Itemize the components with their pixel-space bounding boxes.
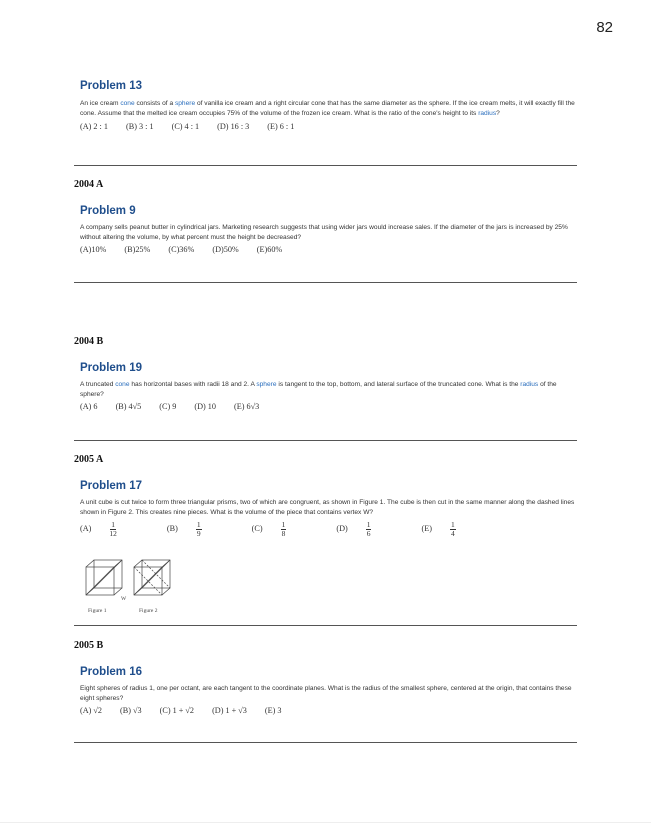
denominator: 6 (366, 529, 371, 538)
page-bottom-edge (0, 822, 651, 823)
section-2005b (74, 640, 577, 715)
answer-a: (A) √2 (80, 706, 102, 715)
problem-title: Problem 13 (80, 80, 142, 92)
figure-2-caption: Figure 2 (139, 608, 158, 614)
problem-text: A unit cube is cut twice to form three triangular prisms, two of which are congruent, as shown in Figure 1. The cube is then cut in the same manner along the dashed lines shown in Figure 2. This creates nine pieces. What is the volume of the piece that contains vertex W? (80, 499, 575, 516)
year-heading: 2005 B (74, 640, 104, 651)
answer-d (336, 520, 403, 538)
numerator: 1 (111, 520, 115, 529)
fraction (281, 521, 303, 538)
page-number: 82 (596, 19, 613, 36)
text-part: of the sphere? (80, 381, 557, 398)
answer-c: (C) 9 (159, 402, 177, 411)
problem-text: A company sells peanut butter in cylindrical jars. Marketing research suggests that using wider jars would increase sales. If the diameter of the jars is increased by 25% without altering the volume, by what percent must the height be decreased? (80, 224, 568, 241)
answer-e: (E) 6√3 (234, 402, 260, 411)
denominator: 8 (281, 529, 286, 538)
figure-1-cube (86, 560, 122, 595)
divider (74, 625, 577, 626)
answer-d: (D) 1 + √3 (212, 706, 247, 715)
answer-label: (E) (421, 524, 432, 534)
denominator: 12 (109, 529, 117, 538)
text-part: A truncated (80, 381, 116, 388)
answer-label: (C) (251, 524, 263, 534)
numerator: 1 (366, 520, 371, 529)
section-2005a (74, 454, 577, 538)
numerator: 1 (196, 520, 201, 529)
problem-text (80, 380, 576, 399)
answer-choices (80, 122, 577, 131)
vertex-label: W (121, 596, 127, 602)
figure-1-caption: Figure 1 (88, 608, 107, 614)
year-heading: 2005 A (74, 454, 104, 465)
section-2004b (74, 336, 577, 411)
answer-d: (D) 16 : 3 (217, 122, 250, 131)
year-heading: 2004 B (74, 336, 104, 347)
answer-c: (C) 1 + √2 (159, 706, 195, 715)
problem-text: Eight spheres of radius 1, one per octant, are each tangent to the coordinate planes. What is the radius of the smallest sphere, centered at the origin, that contains these eight spheres? (80, 685, 572, 702)
answer-e (421, 520, 488, 538)
answer-label: (A) (80, 524, 92, 534)
figure-2-cube (134, 560, 170, 595)
answer-b (166, 520, 234, 538)
answer-label: (D) (336, 524, 348, 534)
cone-link[interactable]: cone (115, 381, 130, 388)
problem-13-section (74, 80, 577, 131)
answer-c: (C)36% (168, 245, 195, 254)
problem-title: Problem 19 (80, 362, 142, 374)
radius-link[interactable]: radius (478, 109, 497, 117)
divider (74, 165, 577, 166)
answer-label: (B) (166, 524, 178, 534)
answer-e: (E) 6 : 1 (267, 122, 295, 131)
answer-a (80, 520, 149, 538)
problem-text (80, 99, 576, 118)
denominator: 4 (451, 529, 455, 538)
fraction (109, 521, 133, 538)
cone-link[interactable]: cone (120, 100, 135, 107)
answer-d: (D)50% (212, 245, 239, 254)
sphere-link[interactable]: sphere (256, 381, 277, 388)
problem-title: Problem 17 (80, 480, 142, 492)
answer-e: (E) 3 (264, 706, 282, 715)
answer-b: (B) 4√5 (115, 402, 142, 411)
answer-choices (80, 521, 577, 538)
answer-c (251, 520, 319, 538)
year-heading: 2004 A (74, 179, 104, 190)
answer-c: (C) 4 : 1 (171, 122, 200, 131)
divider (74, 440, 577, 441)
answer-a: (A) 6 (80, 402, 98, 411)
answer-e: (E)60% (256, 245, 283, 254)
answer-a: (A)10% (80, 245, 107, 254)
denominator: 9 (196, 529, 201, 538)
answer-b: (B) 3 : 1 (126, 122, 154, 131)
text-part: is tangent to the top, bottom, and lateral surface of the truncated cone. What is the (276, 381, 521, 388)
answer-b: (B)25% (124, 245, 151, 254)
fraction (450, 521, 472, 538)
fraction (366, 521, 388, 538)
radius-link[interactable]: radius (520, 381, 539, 388)
problem-title: Problem 9 (80, 205, 136, 217)
divider (74, 282, 577, 283)
answer-d: (D) 10 (194, 402, 216, 411)
problem-title: Problem 16 (80, 666, 142, 678)
numerator: 1 (451, 520, 455, 529)
section-2004a (74, 179, 577, 254)
answer-choices (80, 402, 577, 411)
sphere-link[interactable]: sphere (174, 100, 196, 107)
answer-choices (80, 706, 577, 715)
text-part: of vanilla ice cream and a right circular cone that has the same diameter as the sphere. If the ice cream melts, it will exactly fill the cone. Assume that the melted ice cream occupies 75% of the volume of the frozen ice cream. What is the ratio of the cone's height to its (80, 100, 575, 117)
cube-figures (84, 557, 174, 607)
fraction (196, 521, 218, 538)
answer-choices (80, 245, 577, 254)
numerator: 1 (281, 520, 286, 529)
text-part: ? (496, 109, 500, 117)
text-part: An ice cream (80, 100, 121, 107)
answer-b: (B) √3 (120, 706, 142, 715)
divider (74, 742, 577, 743)
text-part: has horizontal bases with radii 18 and 2. A (129, 381, 257, 388)
answer-a: (A) 2 : 1 (80, 122, 108, 131)
text-part: consists of a (134, 100, 175, 107)
